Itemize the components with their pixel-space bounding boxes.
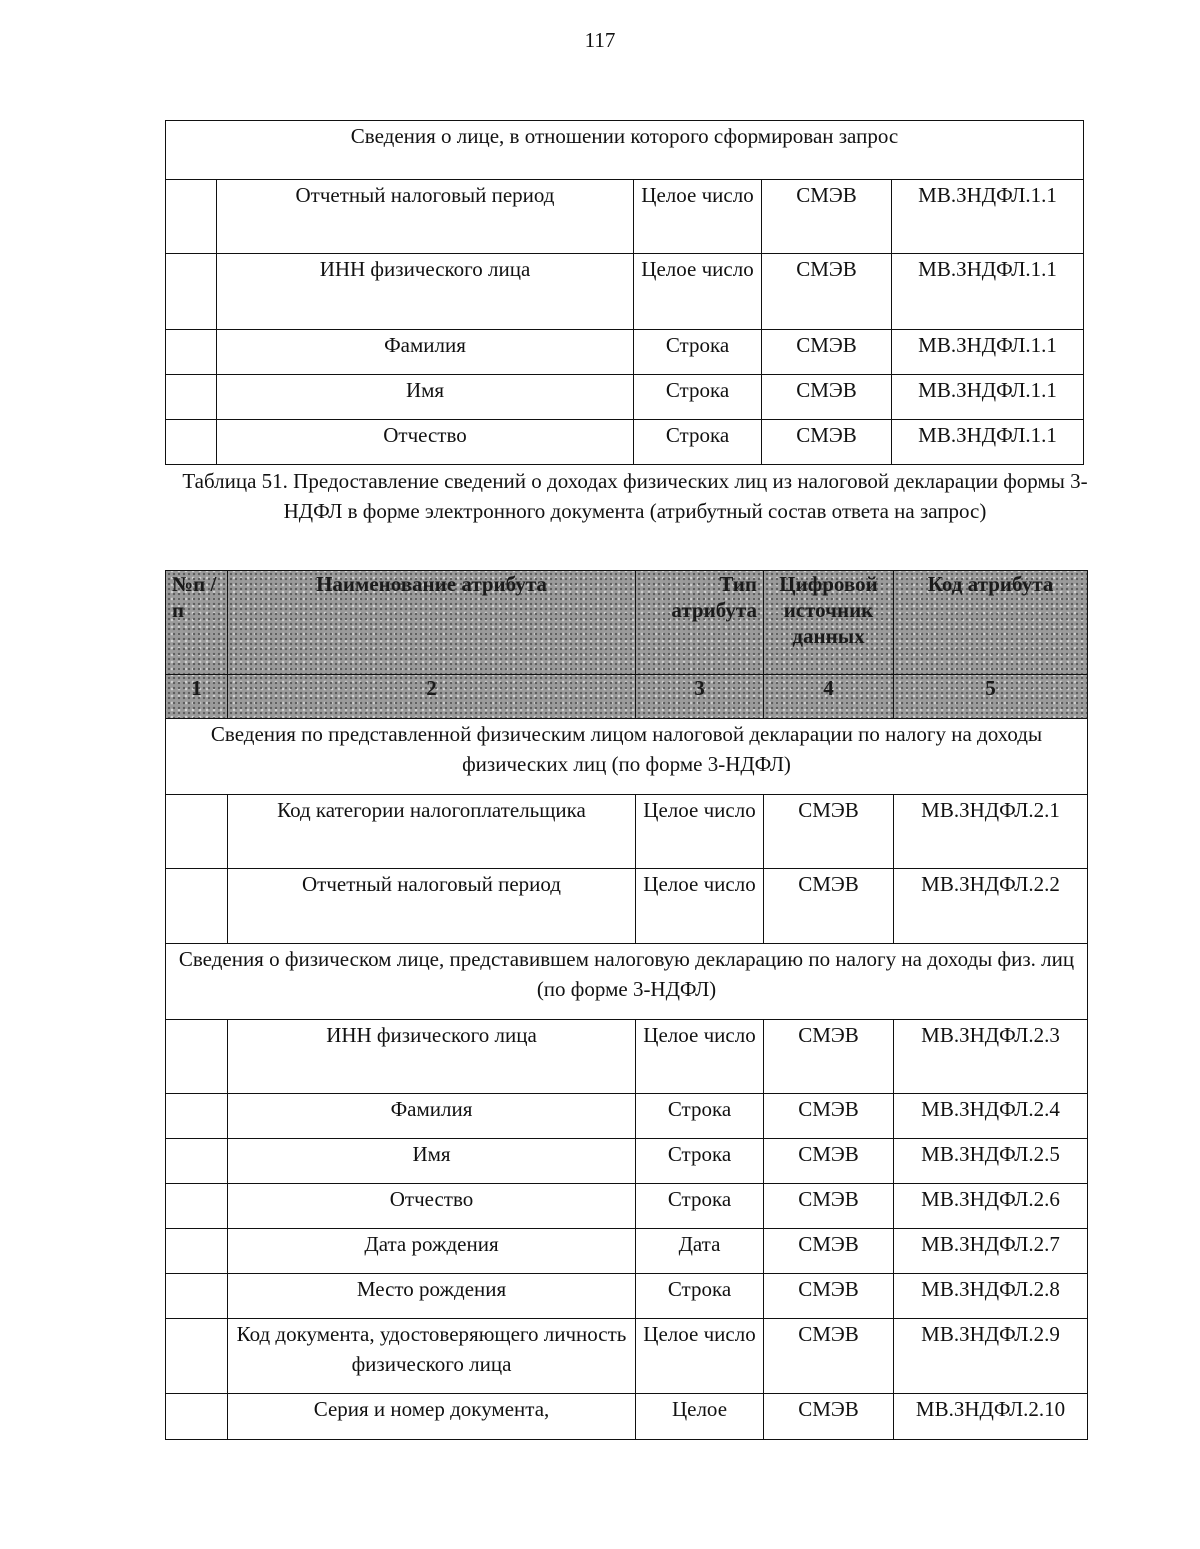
data-source: СМЭВ	[764, 1394, 894, 1440]
data-source: СМЭВ	[762, 330, 892, 375]
attribute-code: МВ.ЗНДФЛ.1.1	[892, 375, 1084, 420]
table-row	[166, 375, 1084, 420]
attribute-type: Строка	[636, 1184, 764, 1229]
table-row	[166, 1229, 1088, 1274]
attribute-type: Дата	[636, 1229, 764, 1274]
attribute-name: Отчество	[217, 420, 634, 465]
data-source: СМЭВ	[764, 1020, 894, 1094]
page-number: 117	[584, 28, 616, 52]
column-number: 4	[764, 675, 894, 719]
row-number	[166, 795, 228, 869]
header-attribute-name: Наименование атрибута	[228, 571, 636, 675]
attribute-code: МВ.ЗНДФЛ.1.1	[892, 180, 1084, 254]
column-number: 3	[636, 675, 764, 719]
attribute-code: МВ.ЗНДФЛ.2.10	[894, 1394, 1088, 1440]
attribute-name: ИНН физического лица	[228, 1020, 636, 1094]
table-row	[166, 1139, 1088, 1184]
attribute-name: Код документа, удостоверяющего личность физического лица	[228, 1319, 636, 1394]
attribute-name: Отчество	[228, 1184, 636, 1229]
row-number	[166, 420, 217, 465]
row-number	[166, 254, 217, 330]
row-number	[166, 1394, 228, 1440]
table-row	[166, 1274, 1088, 1319]
data-source: СМЭВ	[764, 795, 894, 869]
table-row	[166, 1394, 1088, 1440]
section-header-row	[166, 719, 1088, 795]
data-source: СМЭВ	[764, 1319, 894, 1394]
request-attributes-table	[165, 120, 1084, 465]
table-row	[166, 795, 1088, 869]
table-row	[166, 180, 1084, 254]
attribute-type: Строка	[634, 420, 762, 465]
attribute-type: Строка	[634, 375, 762, 420]
data-source: СМЭВ	[764, 1229, 894, 1274]
attribute-name: Место рождения	[228, 1274, 636, 1319]
column-number: 5	[894, 675, 1088, 719]
data-source: СМЭВ	[764, 1184, 894, 1229]
attribute-type: Целое число	[636, 869, 764, 944]
attribute-type: Строка	[634, 330, 762, 375]
attribute-code: МВ.ЗНДФЛ.2.7	[894, 1229, 1088, 1274]
attribute-name: Отчетный налоговый период	[228, 869, 636, 944]
section-header-row	[166, 944, 1088, 1020]
table-row	[166, 1020, 1088, 1094]
attribute-name: Серия и номер документа,	[228, 1394, 636, 1440]
row-number	[166, 330, 217, 375]
attribute-name: Дата рождения	[228, 1229, 636, 1274]
attribute-name: Код категории налогоплательщика	[228, 795, 636, 869]
table-row	[166, 254, 1084, 330]
row-number	[166, 1184, 228, 1229]
attribute-code: МВ.ЗНДФЛ.1.1	[892, 420, 1084, 465]
data-source: СМЭВ	[762, 180, 892, 254]
attribute-code: МВ.ЗНДФЛ.2.9	[894, 1319, 1088, 1394]
table-caption: Таблица 51. Предоставление сведений о доходах физических лиц из налоговой декларации формы 3-НДФЛ в форме электронного документа (атрибутный состав ответа на запрос)	[182, 469, 1088, 523]
header-data-source: Цифровой источник данных	[764, 571, 894, 675]
row-number	[166, 180, 217, 254]
attribute-type: Целое число	[636, 1020, 764, 1094]
attribute-type: Целое число	[634, 180, 762, 254]
attribute-code: МВ.ЗНДФЛ.2.1	[894, 795, 1088, 869]
column-number: 1	[166, 675, 228, 719]
attribute-name: Отчетный налоговый период	[217, 180, 634, 254]
attribute-name: ИНН физического лица	[217, 254, 634, 330]
row-number	[166, 1094, 228, 1139]
data-source: СМЭВ	[764, 869, 894, 944]
header-row-number: №п /п	[166, 571, 228, 675]
attribute-code: МВ.ЗНДФЛ.2.6	[894, 1184, 1088, 1229]
row-number	[166, 1229, 228, 1274]
attribute-code: МВ.ЗНДФЛ.1.1	[892, 254, 1084, 330]
attribute-name: Фамилия	[217, 330, 634, 375]
row-number	[166, 1020, 228, 1094]
table-row	[166, 1184, 1088, 1229]
row-number	[166, 869, 228, 944]
attribute-code: МВ.ЗНДФЛ.2.5	[894, 1139, 1088, 1184]
row-number	[166, 1274, 228, 1319]
table-row	[166, 420, 1084, 465]
header-attribute-type: Тип атрибута	[636, 571, 764, 675]
data-source: СМЭВ	[764, 1139, 894, 1184]
attribute-type: Целое число	[634, 254, 762, 330]
table-row	[166, 330, 1084, 375]
table-row	[166, 869, 1088, 944]
attribute-code: МВ.ЗНДФЛ.2.2	[894, 869, 1088, 944]
data-source: СМЭВ	[762, 420, 892, 465]
row-number	[166, 1139, 228, 1184]
attribute-type: Строка	[636, 1139, 764, 1184]
column-number-row	[166, 675, 1088, 719]
table-51	[165, 570, 1088, 1440]
section-title: Сведения о физическом лице, представившем налоговую декларацию по налогу на доходы физ. лиц (по форме 3-НДФЛ)	[166, 944, 1088, 1020]
attribute-name: Имя	[228, 1139, 636, 1184]
attribute-type: Целое	[636, 1394, 764, 1440]
attribute-type: Строка	[636, 1274, 764, 1319]
table-row	[166, 1319, 1088, 1394]
section-title: Сведения о лице, в отношении которого сформирован запрос	[166, 121, 1084, 180]
data-source: СМЭВ	[764, 1274, 894, 1319]
header-attribute-code: Код атрибута	[894, 571, 1088, 675]
data-source: СМЭВ	[762, 375, 892, 420]
data-source: СМЭВ	[764, 1094, 894, 1139]
table-row	[166, 1094, 1088, 1139]
attribute-code: МВ.ЗНДФЛ.2.4	[894, 1094, 1088, 1139]
data-source: СМЭВ	[762, 254, 892, 330]
column-header-row	[166, 571, 1088, 675]
attribute-type: Целое число	[636, 795, 764, 869]
attribute-code: МВ.ЗНДФЛ.2.8	[894, 1274, 1088, 1319]
attribute-name: Имя	[217, 375, 634, 420]
attribute-name: Фамилия	[228, 1094, 636, 1139]
attribute-type: Целое число	[636, 1319, 764, 1394]
row-number	[166, 375, 217, 420]
column-number: 2	[228, 675, 636, 719]
attribute-code: МВ.ЗНДФЛ.2.3	[894, 1020, 1088, 1094]
section-header-row	[166, 121, 1084, 180]
attribute-code: МВ.ЗНДФЛ.1.1	[892, 330, 1084, 375]
row-number	[166, 1319, 228, 1394]
attribute-type: Строка	[636, 1094, 764, 1139]
section-title: Сведения по представленной физическим лицом налоговой декларации по налогу на доходы физических лиц (по форме 3-НДФЛ)	[166, 719, 1088, 795]
